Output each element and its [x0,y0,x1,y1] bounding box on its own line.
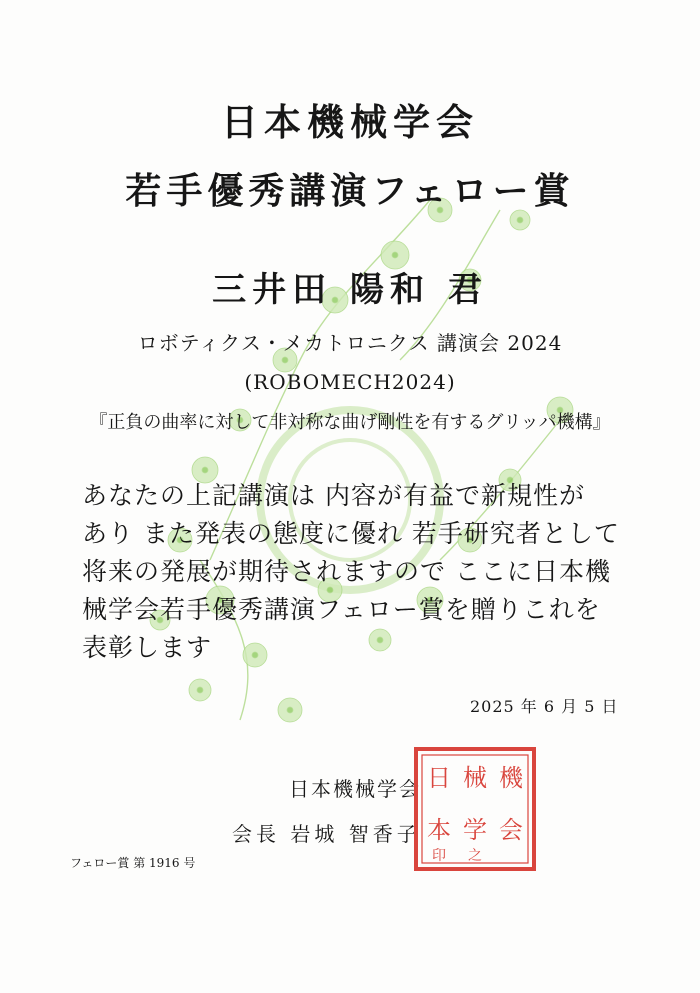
issuer-name: 日本機械学会 [289,777,421,801]
seal-char: 之 [468,848,482,864]
seal-char: 械 [463,764,487,792]
seal-char: 本 [427,816,451,844]
conference-name: ロボティクス・メカトロニクス 講演会 2024 [137,331,563,355]
seal-char: 学 [463,816,487,844]
society-title: 日本機械学会 [221,100,479,144]
citation-body [82,477,642,667]
official-seal-stamp [413,746,537,872]
recipient-name: 三井田 陽和 君 [212,270,488,310]
seal-char: 日 [427,764,451,792]
citation-line: あり また発表の態度に優れ 若手研究者として [82,519,620,548]
citation-line: 械学会若手優秀講演フェロー賞を贈りこれを [82,595,601,624]
award-date: 2025 年 6 月 5 日 [470,697,619,716]
award-title: 若手優秀講演フェロー賞 [125,170,575,212]
seal-char: 会 [499,816,523,844]
citation-line: 将来の発展が期待されますので ここに日本機 [82,557,611,586]
serial-number: フェロー賞 第 1916 号 [70,856,196,870]
citation-line: 表彰します [82,633,213,662]
seal-char: 印 [432,848,446,864]
citation-line: あなたの上記講演は 内容が有益で新規性が [82,481,585,510]
president-name: 会長 岩城 智香子 [232,822,421,846]
lecture-title: 『正負の曲率に対して非対称な曲げ剛性を有するグリッパ機構』 [89,412,611,433]
seal-char: 機 [499,764,523,792]
conference-abbreviation: (ROBOMECH2024) [244,370,456,394]
